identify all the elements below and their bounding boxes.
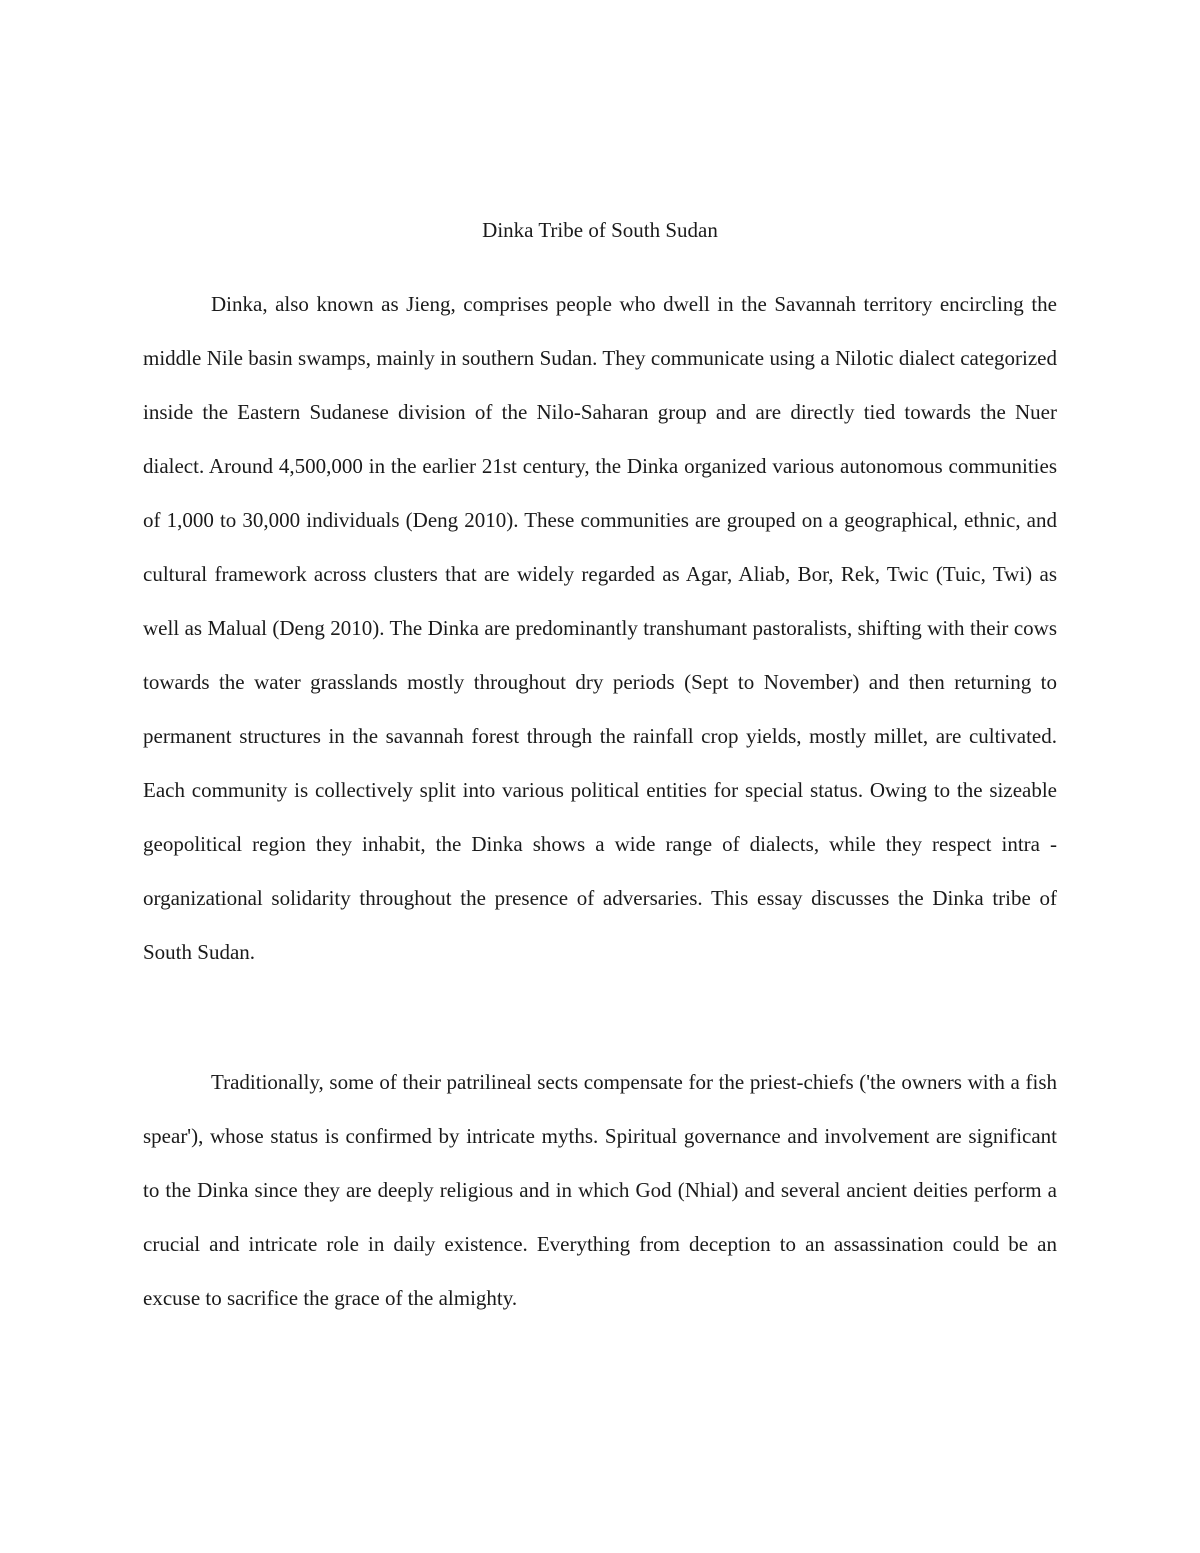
body-paragraph-1: Dinka, also known as Jieng, comprises people who dwell in the Savannah territory encircling the middle Nile basin swamps, mainly in southern Sudan. They communicate using a Nilotic dialect categorized inside the Eastern Sudanese division of the Nilo-Saharan group and are directly tied towards the Nuer dialect. Around 4,500,000 in the earlier 21st century, the Dinka organized various autonomous communities of 1,000 to 30,000 individuals (Deng 2010). These communities are grouped on a geographical, ethnic, and cultural framework across clusters that are widely regarded as Agar, Aliab, Bor, Rek, Twic (Tuic, Twi) as well as Malual (Deng 2010). The Dinka are predominantly transhumant pastoralists, shifting with their cows towards the water grasslands mostly throughout dry periods (Sept to November) and then returning to permanent structures in the savannah forest through the rainfall crop yields, mostly millet, are cultivated. Each community is collectively split into various political entities for special status. Owing to the sizeable geopolitical region they inhabit, the Dinka shows a wide range of dialects, while they respect intra - organizational solidarity throughout the presence of adversaries. This essay discusses the Dinka tribe of South Sudan.: [143, 292, 1057, 964]
document-title: Dinka Tribe of South Sudan: [482, 218, 718, 242]
body-paragraph-2: Traditionally, some of their patrilineal sects compensate for the priest-chiefs ('the owners with a fish spear'), whose status is confirmed by intricate myths. Spiritual governance and involvement are significant to the Dinka since they are deeply religious and in which God (Nhial) and several ancient deities perform a crucial and intricate role in daily existence. Everything from deception to an assassination could be an excuse to sacrifice the grace of the almighty.: [143, 1070, 1057, 1310]
